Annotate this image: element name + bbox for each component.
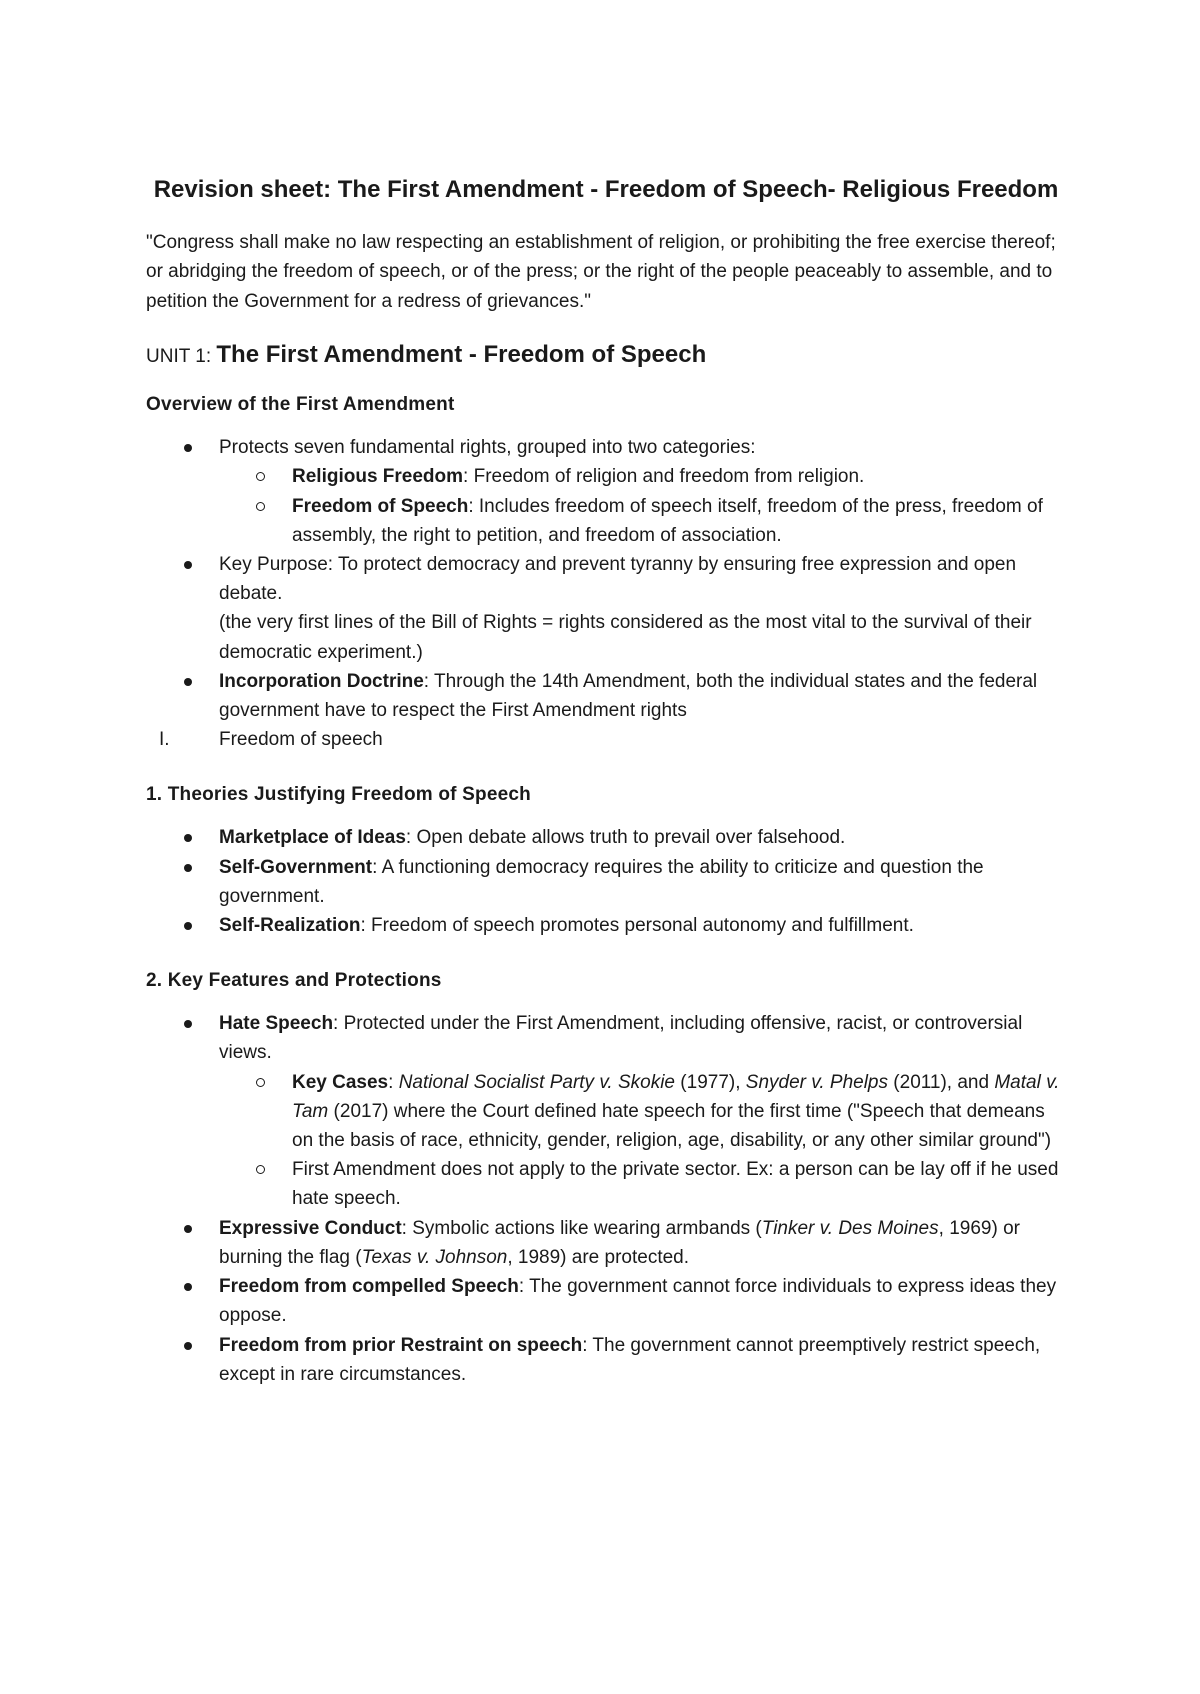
theories-heading: 1. Theories Justifying Freedom of Speech (146, 784, 531, 806)
bullet-icon (184, 922, 192, 930)
circle-bullet-icon (256, 1078, 265, 1087)
bullet-icon (184, 1342, 192, 1350)
overview-heading: Overview of the First Amendment (146, 394, 455, 416)
list-item: Self-Realization: Freedom of speech promotes personal autonomy and fulfillment. (146, 911, 1066, 940)
unit-heading (146, 338, 1066, 374)
list-item: Key Purpose: To protect democracy and prevent tyranny by ensuring free expression and open debate. (the very first lines of the Bill of Rights = rights considered as the most vital to the survival of their democratic experiment.) (146, 550, 1066, 667)
bullet-icon (184, 561, 192, 569)
document-content (146, 172, 1066, 1389)
theories-list (146, 823, 1066, 940)
first-amendment-quote: "Congress shall make no law respecting an establishment of religion, or prohibiting the free exercise thereof; or abridging the freedom of speech, or of the press; or the right of the people peaceably to assemble, and to petition the Government for a redress of grievances." (146, 232, 1056, 312)
bullet-icon (184, 1020, 192, 1028)
document-title: Revision sheet: The First Amendment - Freedom of Speech- Religious Freedom (153, 176, 1059, 203)
list-item: Marketplace of Ideas: Open debate allows truth to prevail over falsehood. (146, 823, 1066, 852)
overview-list (146, 433, 1066, 754)
roman-numeral: I. (159, 729, 170, 751)
bullet-icon (184, 444, 192, 452)
unit-title: The First Amendment - Freedom of Speech (216, 341, 707, 369)
list-item: Self-Government: A functioning democracy requires the ability to criticize and question the government. (146, 853, 1066, 911)
list-item: Protects seven fundamental rights, grouped into two categories: (146, 433, 1066, 462)
features-list (146, 1009, 1066, 1389)
list-item: Key Cases: National Socialist Party v. Skokie (1977), Snyder v. Phelps (2011), and Matal v. Tam (2017) where the Court defined hate speech for the first time ("Speech that demeans on the basis of race, ethnicity, gender, religion, age, disability, or any other similar ground") (146, 1068, 1066, 1156)
list-item: Expressive Conduct: Symbolic actions like wearing armbands (Tinker v. Des Moines, 1969) or burning the flag (Texas v. Johnson, 1989) are protected. (146, 1214, 1066, 1272)
features-heading: 2. Key Features and Protections (146, 970, 442, 992)
list-item: Freedom of Speech: Includes freedom of speech itself, freedom of the press, freedom of assembly, the right to petition, and freedom of association. (146, 492, 1066, 550)
bullet-icon (184, 864, 192, 872)
circle-bullet-icon (256, 502, 265, 511)
bullet-icon (184, 1225, 192, 1233)
list-item: Religious Freedom: Freedom of religion and freedom from religion. (146, 462, 1066, 491)
roman-list-item: I. Freedom of speech (146, 725, 1066, 754)
circle-bullet-icon (256, 472, 265, 481)
list-item: Freedom from compelled Speech: The government cannot force individuals to express ideas they oppose. (146, 1272, 1066, 1330)
bullet-icon (184, 1283, 192, 1291)
list-item: Hate Speech: Protected under the First Amendment, including offensive, racist, or controversial views. (146, 1009, 1066, 1067)
list-item: First Amendment does not apply to the private sector. Ex: a person can be lay off if he used hate speech. (146, 1155, 1066, 1213)
circle-bullet-icon (256, 1165, 265, 1174)
list-item: Incorporation Doctrine: Through the 14th Amendment, both the individual states and the federal government have to respect the First Amendment rights (146, 667, 1066, 725)
bullet-icon (184, 834, 192, 842)
unit-prefix: UNIT 1: (146, 346, 217, 368)
bullet-icon (184, 678, 192, 686)
list-item: Freedom from prior Restraint on speech: The government cannot preemptively restrict speech, except in rare circumstances. (146, 1331, 1066, 1389)
